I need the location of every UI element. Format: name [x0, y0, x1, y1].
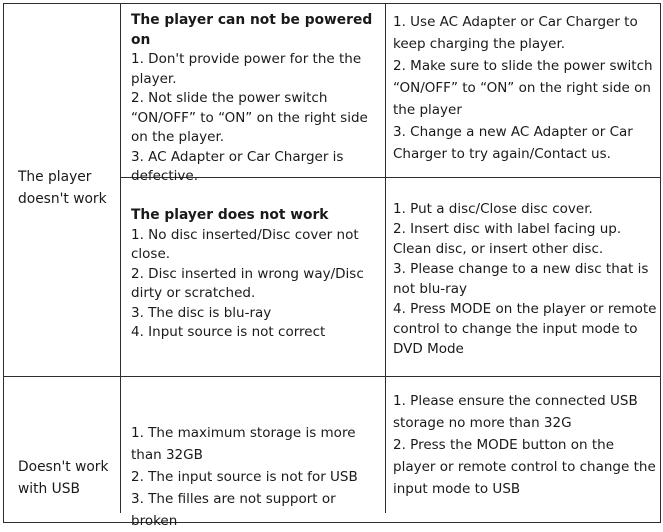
- issue-title: The player does not work: [131, 207, 329, 223]
- cause-cell: [131, 422, 381, 532]
- solution-cell: [393, 390, 659, 500]
- problem-label-line: with USB: [18, 481, 80, 497]
- solution-item: 1. Put a disc/Close disc cover.: [393, 201, 593, 217]
- cause-item: 1. No disc inserted/Disc cover not close.: [131, 226, 359, 262]
- issue-title: The player can not be powered on: [131, 12, 373, 48]
- cause-item: 1. Don't provide power for the the player.: [131, 51, 362, 87]
- cause-item: 3. The disc is blu-ray: [131, 304, 272, 321]
- solution-item: 2. Press the MODE button on the player or remote control to change the input mode to USB: [393, 437, 656, 497]
- problem-label: [18, 166, 118, 210]
- problem-label-line: The player: [18, 169, 92, 185]
- solution-cell: [393, 199, 659, 359]
- cause-item: 3. The filles are not support or broken: [131, 491, 336, 529]
- problem-label-line: doesn't work: [18, 191, 107, 207]
- solution-item: 1. Use AC Adapter or Car Charger to keep charging the player.: [393, 14, 638, 52]
- cause-item: 2. Disc inserted in wrong way/Disc dirty or scratched.: [131, 265, 364, 301]
- cause-cell: [131, 206, 381, 343]
- solution-item: 2. Insert disc with label facing up. Clean disc, or insert other disc.: [393, 221, 622, 257]
- cause-item: 2. Not slide the power switch “ON/OFF” to “ON” on the right side on the player.: [131, 90, 368, 145]
- solution-cell: [393, 11, 659, 165]
- column-divider: [120, 3, 121, 513]
- cause-item: 2. The input source is not for USB: [131, 469, 358, 485]
- solution-item: 3. Please change to a new disc that is not blu-ray: [393, 261, 649, 297]
- cause-item: 4. Input source is not correct: [131, 324, 326, 340]
- cause-item: 1. The maximum storage is more than 32GB: [131, 425, 356, 463]
- cause-cell: [131, 11, 381, 187]
- solution-item: 3. Change a new AC Adapter or Car Charger to try again/Contact us.: [393, 124, 633, 162]
- cause-item: 3. AC Adapter or Car Charger is defective.: [131, 148, 344, 184]
- solution-item: 4. Press MODE on the player or remote control to change the input mode to DVD Mode: [393, 301, 657, 357]
- problem-label-line: Doesn't work: [18, 459, 109, 475]
- solution-item: 1. Please ensure the connected USB storage no more than 32G: [393, 393, 638, 431]
- column-divider: [385, 3, 386, 513]
- row-divider: [3, 376, 661, 377]
- solution-item: 2. Make sure to slide the power switch “ON/OFF” to “ON” on the right side on the player: [393, 58, 653, 118]
- problem-label: [18, 456, 118, 500]
